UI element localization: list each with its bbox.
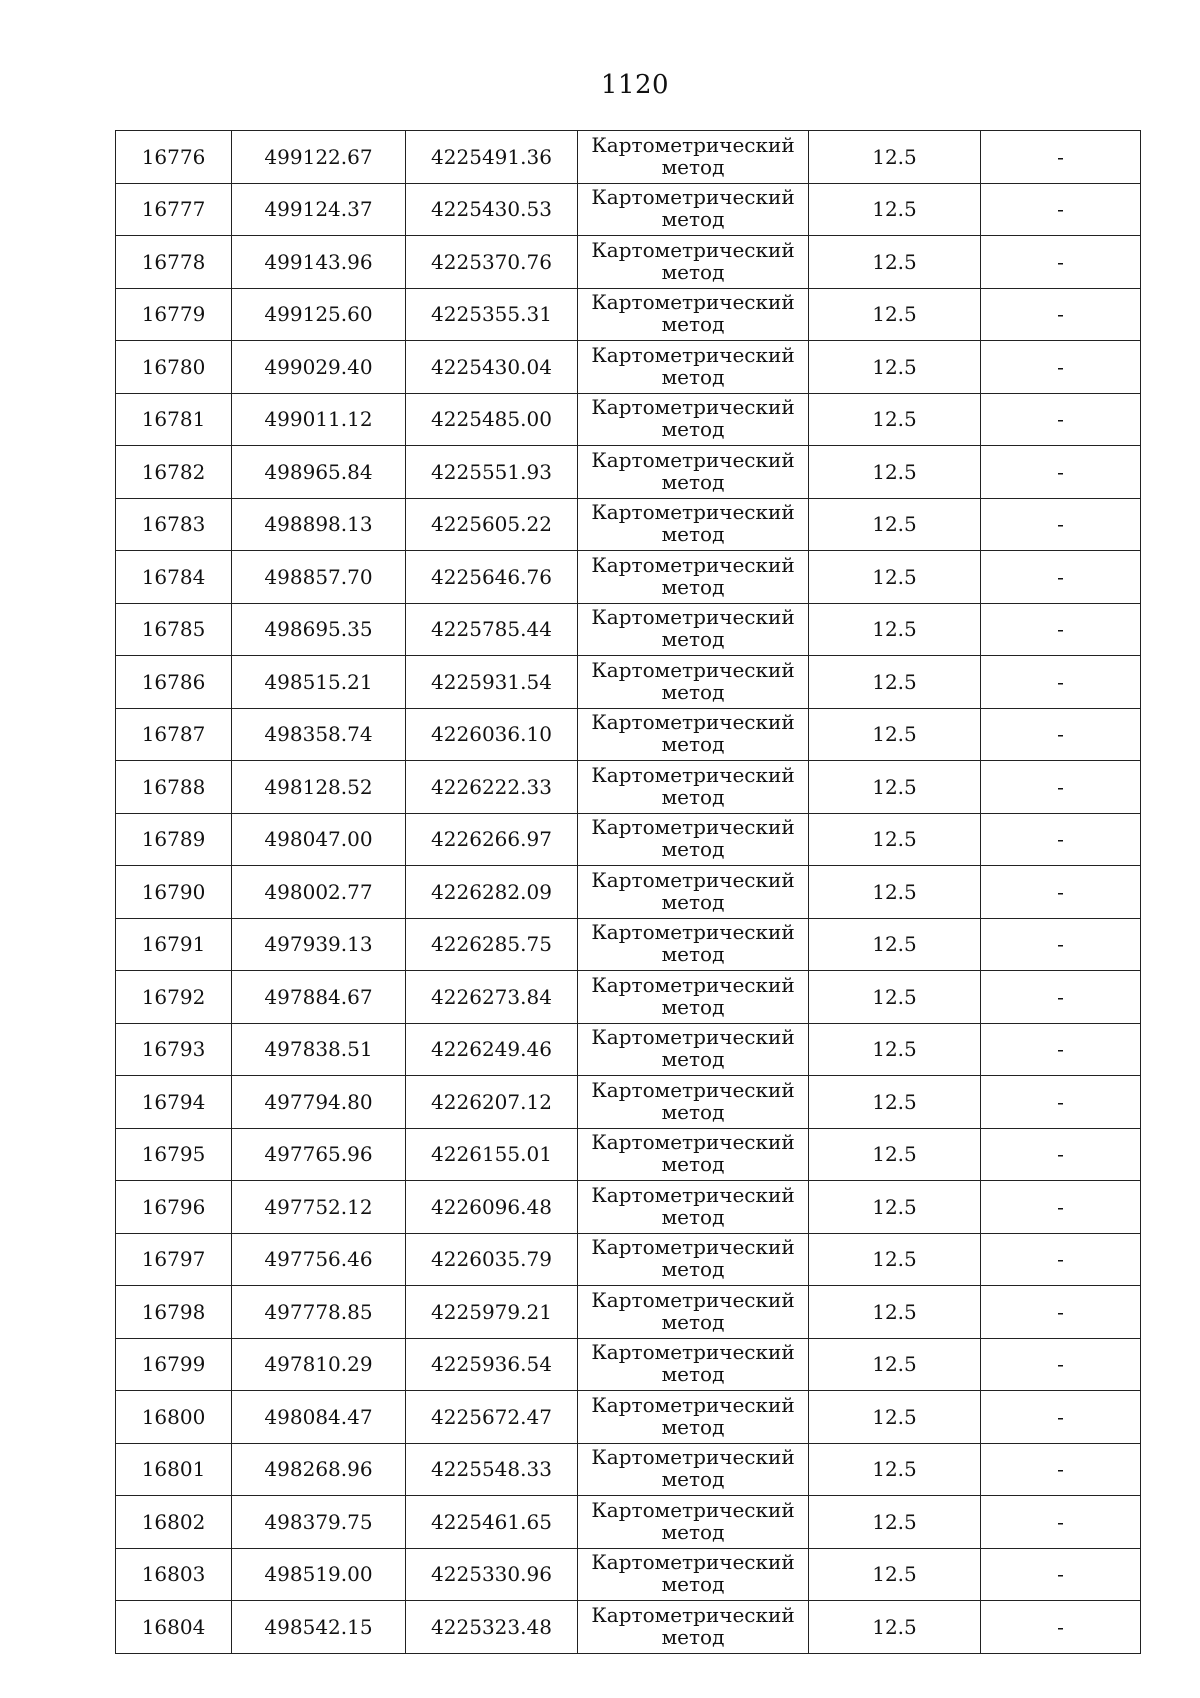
method-line-2: метод bbox=[661, 364, 725, 389]
error-cell: 12.5 bbox=[809, 603, 981, 656]
table-row bbox=[116, 603, 1141, 656]
table-row bbox=[116, 656, 1141, 709]
x-coordinate-cell: 497752.12 bbox=[232, 1181, 406, 1234]
method-cell bbox=[578, 393, 809, 446]
table-row bbox=[116, 1338, 1141, 1391]
method-line-2: метод bbox=[661, 679, 725, 704]
method-cell bbox=[578, 708, 809, 761]
note-cell: - bbox=[981, 131, 1141, 184]
x-coordinate-cell: 497838.51 bbox=[232, 1023, 406, 1076]
table-row bbox=[116, 1076, 1141, 1129]
error-cell: 12.5 bbox=[809, 866, 981, 919]
error-cell: 12.5 bbox=[809, 1023, 981, 1076]
method-line-2: метод bbox=[661, 259, 725, 284]
note-cell: - bbox=[981, 1496, 1141, 1549]
table-row bbox=[116, 1496, 1141, 1549]
table-row bbox=[116, 813, 1141, 866]
point-id-cell: 16777 bbox=[116, 183, 232, 236]
y-coordinate-cell: 4225936.54 bbox=[406, 1338, 578, 1391]
point-id-cell: 16803 bbox=[116, 1548, 232, 1601]
note-cell: - bbox=[981, 603, 1141, 656]
method-cell bbox=[578, 1233, 809, 1286]
method-line-2: метод bbox=[661, 417, 725, 442]
y-coordinate-cell: 4225491.36 bbox=[406, 131, 578, 184]
method-cell bbox=[578, 1443, 809, 1496]
method-line-2: метод bbox=[661, 1204, 725, 1229]
method-cell bbox=[578, 1391, 809, 1444]
error-cell: 12.5 bbox=[809, 1391, 981, 1444]
y-coordinate-cell: 4226266.97 bbox=[406, 813, 578, 866]
point-id-cell: 16800 bbox=[116, 1391, 232, 1444]
y-coordinate-cell: 4225323.48 bbox=[406, 1601, 578, 1654]
table-row bbox=[116, 1128, 1141, 1181]
method-line-1: Картометрический bbox=[591, 815, 795, 840]
error-cell: 12.5 bbox=[809, 813, 981, 866]
y-coordinate-cell: 4226273.84 bbox=[406, 971, 578, 1024]
table-row bbox=[116, 866, 1141, 919]
point-id-cell: 16793 bbox=[116, 1023, 232, 1076]
x-coordinate-cell: 498857.70 bbox=[232, 551, 406, 604]
point-id-cell: 16778 bbox=[116, 236, 232, 289]
point-id-cell: 16792 bbox=[116, 971, 232, 1024]
y-coordinate-cell: 4225330.96 bbox=[406, 1548, 578, 1601]
error-cell: 12.5 bbox=[809, 183, 981, 236]
note-cell: - bbox=[981, 708, 1141, 761]
x-coordinate-cell: 499124.37 bbox=[232, 183, 406, 236]
x-coordinate-cell: 499122.67 bbox=[232, 131, 406, 184]
method-cell bbox=[578, 288, 809, 341]
x-coordinate-cell: 497939.13 bbox=[232, 918, 406, 971]
x-coordinate-cell: 498898.13 bbox=[232, 498, 406, 551]
point-id-cell: 16798 bbox=[116, 1286, 232, 1339]
method-cell bbox=[578, 918, 809, 971]
point-id-cell: 16799 bbox=[116, 1338, 232, 1391]
method-line-1: Картометрический bbox=[591, 605, 795, 630]
point-id-cell: 16781 bbox=[116, 393, 232, 446]
method-cell bbox=[578, 183, 809, 236]
y-coordinate-cell: 4226285.75 bbox=[406, 918, 578, 971]
point-id-cell: 16783 bbox=[116, 498, 232, 551]
y-coordinate-cell: 4225430.53 bbox=[406, 183, 578, 236]
method-line-1: Картометрический bbox=[591, 447, 795, 472]
error-cell: 12.5 bbox=[809, 1286, 981, 1339]
table-row bbox=[116, 551, 1141, 604]
method-line-1: Картометрический bbox=[591, 1340, 795, 1365]
y-coordinate-cell: 4226155.01 bbox=[406, 1128, 578, 1181]
method-line-2: метод bbox=[661, 732, 725, 757]
table-row bbox=[116, 761, 1141, 814]
error-cell: 12.5 bbox=[809, 131, 981, 184]
method-line-1: Картометрический bbox=[591, 552, 795, 577]
error-cell: 12.5 bbox=[809, 288, 981, 341]
method-line-2: метод bbox=[661, 994, 725, 1019]
table-row bbox=[116, 1548, 1141, 1601]
method-line-2: метод bbox=[661, 154, 725, 179]
note-cell: - bbox=[981, 183, 1141, 236]
method-cell bbox=[578, 1181, 809, 1234]
method-line-1: Картометрический bbox=[591, 1182, 795, 1207]
x-coordinate-cell: 498519.00 bbox=[232, 1548, 406, 1601]
error-cell: 12.5 bbox=[809, 446, 981, 499]
method-cell bbox=[578, 1496, 809, 1549]
point-id-cell: 16791 bbox=[116, 918, 232, 971]
table-row bbox=[116, 131, 1141, 184]
x-coordinate-cell: 497884.67 bbox=[232, 971, 406, 1024]
table-row bbox=[116, 341, 1141, 394]
note-cell: - bbox=[981, 393, 1141, 446]
x-coordinate-cell: 498002.77 bbox=[232, 866, 406, 919]
y-coordinate-cell: 4226282.09 bbox=[406, 866, 578, 919]
x-coordinate-cell: 499143.96 bbox=[232, 236, 406, 289]
y-coordinate-cell: 4225672.47 bbox=[406, 1391, 578, 1444]
x-coordinate-cell: 499011.12 bbox=[232, 393, 406, 446]
note-cell: - bbox=[981, 1443, 1141, 1496]
error-cell: 12.5 bbox=[809, 393, 981, 446]
x-coordinate-cell: 497794.80 bbox=[232, 1076, 406, 1129]
method-line-2: метод bbox=[661, 1099, 725, 1124]
method-cell bbox=[578, 551, 809, 604]
point-id-cell: 16787 bbox=[116, 708, 232, 761]
point-id-cell: 16776 bbox=[116, 131, 232, 184]
y-coordinate-cell: 4226035.79 bbox=[406, 1233, 578, 1286]
method-line-2: метод bbox=[661, 1624, 725, 1649]
method-line-1: Картометрический bbox=[591, 1602, 795, 1627]
error-cell: 12.5 bbox=[809, 761, 981, 814]
x-coordinate-cell: 497778.85 bbox=[232, 1286, 406, 1339]
method-cell bbox=[578, 603, 809, 656]
method-line-1: Картометрический bbox=[591, 1497, 795, 1522]
method-cell bbox=[578, 1128, 809, 1181]
note-cell: - bbox=[981, 866, 1141, 919]
method-line-2: метод bbox=[661, 627, 725, 652]
method-line-2: метод bbox=[661, 312, 725, 337]
table-row bbox=[116, 183, 1141, 236]
x-coordinate-cell: 499029.40 bbox=[232, 341, 406, 394]
point-id-cell: 16779 bbox=[116, 288, 232, 341]
table-row bbox=[116, 446, 1141, 499]
table-row bbox=[116, 393, 1141, 446]
method-line-1: Картометрический bbox=[591, 657, 795, 682]
y-coordinate-cell: 4225548.33 bbox=[406, 1443, 578, 1496]
method-line-1: Картометрический bbox=[591, 762, 795, 787]
point-id-cell: 16788 bbox=[116, 761, 232, 814]
y-coordinate-cell: 4225485.00 bbox=[406, 393, 578, 446]
method-line-2: метод bbox=[661, 1309, 725, 1334]
method-line-1: Картометрический bbox=[591, 1130, 795, 1155]
note-cell: - bbox=[981, 288, 1141, 341]
method-cell bbox=[578, 236, 809, 289]
method-line-1: Картометрический bbox=[591, 1077, 795, 1102]
note-cell: - bbox=[981, 813, 1141, 866]
note-cell: - bbox=[981, 236, 1141, 289]
table-row bbox=[116, 1286, 1141, 1339]
error-cell: 12.5 bbox=[809, 971, 981, 1024]
y-coordinate-cell: 4226222.33 bbox=[406, 761, 578, 814]
y-coordinate-cell: 4225355.31 bbox=[406, 288, 578, 341]
y-coordinate-cell: 4226207.12 bbox=[406, 1076, 578, 1129]
point-id-cell: 16785 bbox=[116, 603, 232, 656]
error-cell: 12.5 bbox=[809, 1496, 981, 1549]
method-line-1: Картометрический bbox=[591, 1445, 795, 1470]
method-line-1: Картометрический bbox=[591, 972, 795, 997]
error-cell: 12.5 bbox=[809, 708, 981, 761]
table-row bbox=[116, 1601, 1141, 1654]
error-cell: 12.5 bbox=[809, 656, 981, 709]
point-id-cell: 16801 bbox=[116, 1443, 232, 1496]
x-coordinate-cell: 498379.75 bbox=[232, 1496, 406, 1549]
note-cell: - bbox=[981, 971, 1141, 1024]
table-body bbox=[116, 131, 1141, 1654]
y-coordinate-cell: 4226249.46 bbox=[406, 1023, 578, 1076]
x-coordinate-cell: 498965.84 bbox=[232, 446, 406, 499]
method-line-2: метод bbox=[661, 1257, 725, 1282]
method-line-1: Картометрический bbox=[591, 395, 795, 420]
note-cell: - bbox=[981, 1338, 1141, 1391]
table-row bbox=[116, 288, 1141, 341]
page-number: 1120 bbox=[600, 70, 670, 100]
error-cell: 12.5 bbox=[809, 551, 981, 604]
method-cell bbox=[578, 1023, 809, 1076]
note-cell: - bbox=[981, 1286, 1141, 1339]
note-cell: - bbox=[981, 1548, 1141, 1601]
method-line-1: Картометрический bbox=[591, 710, 795, 735]
point-id-cell: 16797 bbox=[116, 1233, 232, 1286]
method-line-1: Картометрический bbox=[591, 1287, 795, 1312]
y-coordinate-cell: 4225979.21 bbox=[406, 1286, 578, 1339]
note-cell: - bbox=[981, 551, 1141, 604]
x-coordinate-cell: 498268.96 bbox=[232, 1443, 406, 1496]
y-coordinate-cell: 4225461.65 bbox=[406, 1496, 578, 1549]
table-row bbox=[116, 236, 1141, 289]
method-line-2: метод bbox=[661, 1572, 725, 1597]
point-id-cell: 16782 bbox=[116, 446, 232, 499]
point-id-cell: 16786 bbox=[116, 656, 232, 709]
method-cell bbox=[578, 1286, 809, 1339]
method-line-2: метод bbox=[661, 837, 725, 862]
method-line-2: метод bbox=[661, 784, 725, 809]
table-row bbox=[116, 971, 1141, 1024]
note-cell: - bbox=[981, 1601, 1141, 1654]
note-cell: - bbox=[981, 498, 1141, 551]
method-line-2: метод bbox=[661, 1414, 725, 1439]
point-id-cell: 16784 bbox=[116, 551, 232, 604]
method-cell bbox=[578, 498, 809, 551]
note-cell: - bbox=[981, 1076, 1141, 1129]
method-line-1: Картометрический bbox=[591, 342, 795, 367]
table-row bbox=[116, 1023, 1141, 1076]
y-coordinate-cell: 4226096.48 bbox=[406, 1181, 578, 1234]
method-line-1: Картометрический bbox=[591, 132, 795, 157]
method-line-1: Картометрический bbox=[591, 237, 795, 262]
table-row bbox=[116, 1233, 1141, 1286]
point-id-cell: 16802 bbox=[116, 1496, 232, 1549]
table-row bbox=[116, 1443, 1141, 1496]
method-line-2: метод bbox=[661, 522, 725, 547]
y-coordinate-cell: 4225931.54 bbox=[406, 656, 578, 709]
method-line-2: метод bbox=[661, 889, 725, 914]
method-cell bbox=[578, 1338, 809, 1391]
y-coordinate-cell: 4225605.22 bbox=[406, 498, 578, 551]
point-id-cell: 16804 bbox=[116, 1601, 232, 1654]
table-row bbox=[116, 708, 1141, 761]
y-coordinate-cell: 4225430.04 bbox=[406, 341, 578, 394]
method-line-1: Картометрический bbox=[591, 920, 795, 945]
x-coordinate-cell: 498128.52 bbox=[232, 761, 406, 814]
table-row bbox=[116, 1391, 1141, 1444]
x-coordinate-cell: 499125.60 bbox=[232, 288, 406, 341]
error-cell: 12.5 bbox=[809, 1128, 981, 1181]
x-coordinate-cell: 497756.46 bbox=[232, 1233, 406, 1286]
note-cell: - bbox=[981, 1391, 1141, 1444]
method-line-2: метод bbox=[661, 1047, 725, 1072]
point-id-cell: 16794 bbox=[116, 1076, 232, 1129]
method-line-1: Картометрический bbox=[591, 1025, 795, 1050]
method-line-1: Картометрический bbox=[591, 1392, 795, 1417]
method-line-1: Картометрический bbox=[591, 1550, 795, 1575]
error-cell: 12.5 bbox=[809, 1233, 981, 1286]
method-line-1: Картометрический bbox=[591, 185, 795, 210]
table-row bbox=[116, 498, 1141, 551]
note-cell: - bbox=[981, 341, 1141, 394]
table-row bbox=[116, 1181, 1141, 1234]
x-coordinate-cell: 498358.74 bbox=[232, 708, 406, 761]
note-cell: - bbox=[981, 446, 1141, 499]
error-cell: 12.5 bbox=[809, 1601, 981, 1654]
method-line-2: метод bbox=[661, 1152, 725, 1177]
method-cell bbox=[578, 341, 809, 394]
method-line-2: метод bbox=[661, 574, 725, 599]
x-coordinate-cell: 497810.29 bbox=[232, 1338, 406, 1391]
method-cell bbox=[578, 656, 809, 709]
error-cell: 12.5 bbox=[809, 918, 981, 971]
note-cell: - bbox=[981, 1128, 1141, 1181]
method-line-2: метод bbox=[661, 1467, 725, 1492]
method-line-2: метод bbox=[661, 207, 725, 232]
error-cell: 12.5 bbox=[809, 498, 981, 551]
note-cell: - bbox=[981, 1233, 1141, 1286]
note-cell: - bbox=[981, 656, 1141, 709]
point-id-cell: 16789 bbox=[116, 813, 232, 866]
y-coordinate-cell: 4225551.93 bbox=[406, 446, 578, 499]
note-cell: - bbox=[981, 918, 1141, 971]
x-coordinate-cell: 498542.15 bbox=[232, 1601, 406, 1654]
x-coordinate-cell: 498084.47 bbox=[232, 1391, 406, 1444]
point-id-cell: 16780 bbox=[116, 341, 232, 394]
x-coordinate-cell: 498695.35 bbox=[232, 603, 406, 656]
y-coordinate-cell: 4225646.76 bbox=[406, 551, 578, 604]
method-line-1: Картометрический bbox=[591, 500, 795, 525]
error-cell: 12.5 bbox=[809, 1181, 981, 1234]
method-cell bbox=[578, 971, 809, 1024]
method-cell bbox=[578, 813, 809, 866]
method-line-1: Картометрический bbox=[591, 867, 795, 892]
note-cell: - bbox=[981, 1023, 1141, 1076]
note-cell: - bbox=[981, 761, 1141, 814]
method-line-2: метод bbox=[661, 942, 725, 967]
y-coordinate-cell: 4225785.44 bbox=[406, 603, 578, 656]
method-line-1: Картометрический bbox=[591, 1235, 795, 1260]
point-id-cell: 16796 bbox=[116, 1181, 232, 1234]
method-cell bbox=[578, 866, 809, 919]
table-row bbox=[116, 918, 1141, 971]
x-coordinate-cell: 498047.00 bbox=[232, 813, 406, 866]
x-coordinate-cell: 497765.96 bbox=[232, 1128, 406, 1181]
method-cell bbox=[578, 1076, 809, 1129]
method-cell bbox=[578, 446, 809, 499]
error-cell: 12.5 bbox=[809, 1076, 981, 1129]
method-line-1: Картометрический bbox=[591, 290, 795, 315]
error-cell: 12.5 bbox=[809, 1338, 981, 1391]
method-line-2: метод bbox=[661, 1362, 725, 1387]
method-cell bbox=[578, 1601, 809, 1654]
error-cell: 12.5 bbox=[809, 1443, 981, 1496]
method-line-2: метод bbox=[661, 1519, 725, 1544]
error-cell: 12.5 bbox=[809, 236, 981, 289]
method-cell bbox=[578, 761, 809, 814]
error-cell: 12.5 bbox=[809, 1548, 981, 1601]
y-coordinate-cell: 4226036.10 bbox=[406, 708, 578, 761]
y-coordinate-cell: 4225370.76 bbox=[406, 236, 578, 289]
method-line-2: метод bbox=[661, 469, 725, 494]
coordinates-table bbox=[115, 130, 1141, 1654]
point-id-cell: 16795 bbox=[116, 1128, 232, 1181]
note-cell: - bbox=[981, 1181, 1141, 1234]
method-cell bbox=[578, 131, 809, 184]
x-coordinate-cell: 498515.21 bbox=[232, 656, 406, 709]
method-cell bbox=[578, 1548, 809, 1601]
error-cell: 12.5 bbox=[809, 341, 981, 394]
point-id-cell: 16790 bbox=[116, 866, 232, 919]
